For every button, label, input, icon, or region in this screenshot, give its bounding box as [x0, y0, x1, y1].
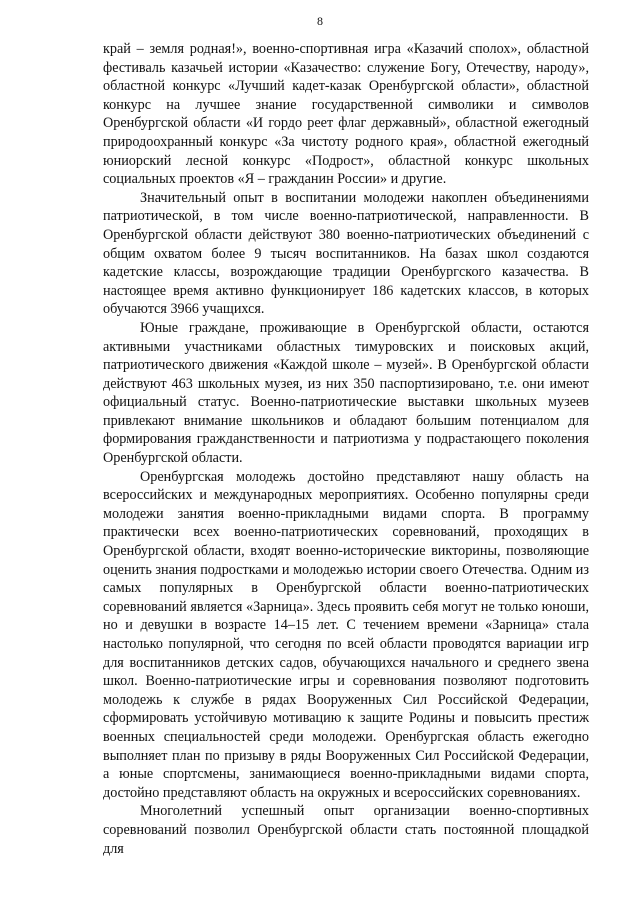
page-number: 8: [317, 14, 323, 28]
paragraph-5: Многолетний успешный опыт организации военно-спортивных соревнований позволил Оренбургской области стать постоянной площадкой для: [103, 803, 589, 857]
paragraph-2: Значительный опыт в воспитании молодежи накоплен объединениями патриотической, в том числе военно-патриотической, направленности. В Оренбургской области действуют 380 военно-патриотических объединений с общим охватом более 9 тысяч воспитанников. На базах школ создаются кадетские классы, возрождающие традиции Оренбургского казачества. В настоящее время активно функционирует 186 кадетских классов, в которых обучаются 3966 учащихся.: [103, 189, 589, 318]
paragraph-3: Юные граждане, проживающие в Оренбургской области, остаются активными участниками областных тимуровских и поисковых акций, патриотического движения «Каждой школе – музей». В Оренбургской области действуют 463 школьных музея, из них 350 паспортизировано, т.е. они имеют официальный статус. Военно-патриотические выставки школьных музеев привлекают внимание школьников и обладают большим потенциалом для формирования гражданственности и патриотизма у подрастающего поколения Оренбургской области.: [103, 319, 589, 467]
paragraph-4: Оренбургская молодежь достойно представляют нашу область на всероссийских и международных мероприятиях. Особенно популярны среди молодежи занятия военно-прикладными видами спорта. В программу практически всех военно-патриотических соревнований, проходящих в Оренбургской области, входят военно-исторические викторины, позволяющие оценить знания подростками и молодежью истории своего Отечества. Одним из самых популярных в Оренбургской области военно-патриотических соревнований является «Зарница». Здесь проявить себя могут не только юноши, но и девушки в возрасте 14–15 лет. С течением времени «Зарница» стала настолько популярной, что сегодня по всей области проводятся вариации игр для воспитанников детских садов, обучающихся начального и среднего звена школ. Военно-патриотические игры и соревнования позволяют подготовить молодежь к службе в рядах Вооруженных Сил Российской Федерации, сформировать устойчивую мотивацию к защите Родины и повысить престиж военных специальностей среди молодежи. Оренбургская область ежегодно выполняет план по призыву в ряды Вооруженных Сил Российской Федерации, а юные спортсмены, занимающиеся военно-прикладными видами спорта, достойно представляют область на окружных и всероссийских соревнованиях.: [103, 468, 589, 801]
paragraph-1: край – земля родная!», военно-спортивная игра «Казачий сполох», областной фестиваль казачьей истории «Казачество: служение Богу, Отечеству, народу», областной конкурс «Лучший кадет-казак Оренбургской области», областной конкурс на лучшее знание государственной символики и символов Оренбургской области «И гордо реет флаг державный», областной ежегодный природоохранный конкурс «За чистоту родного края», областной ежегодный юниорский лесной конкурс «Подрост», областной конкурс школьных социальных проектов «Я – гражданин России» и другие.: [103, 41, 589, 188]
document-body: [103, 40, 589, 858]
